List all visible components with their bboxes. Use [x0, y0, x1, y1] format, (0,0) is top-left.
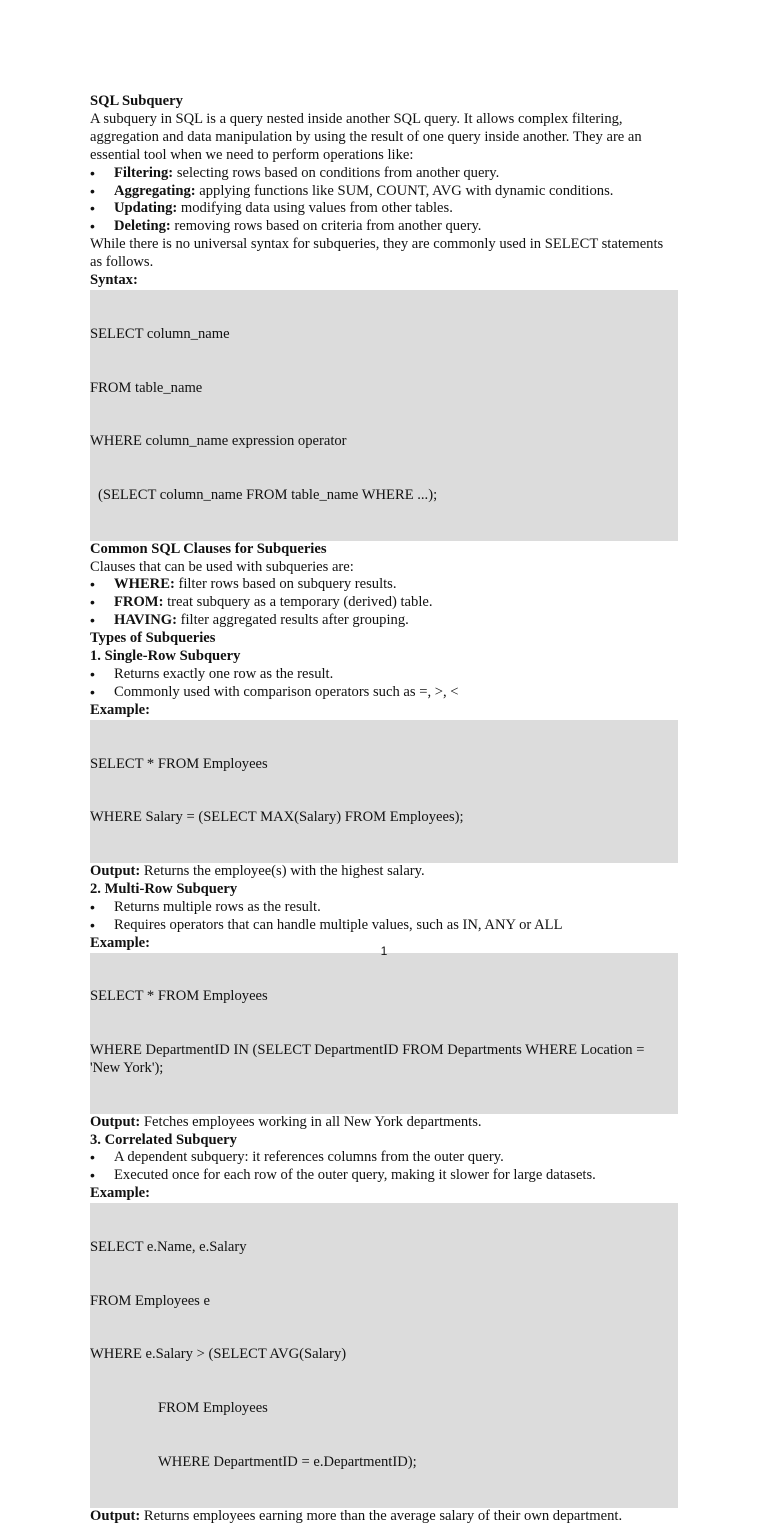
- list-item-term: Aggregating:: [114, 182, 196, 199]
- multi-row-output: [90, 1114, 678, 1132]
- output-text: Fetches employees working in all New York departments.: [140, 1113, 482, 1130]
- list-item-term: Filtering:: [114, 164, 174, 181]
- list-item-text: filter rows based on subquery results.: [174, 576, 397, 593]
- intro-paragraph: A subquery in SQL is a query nested inside another SQL query. It allows complex filtering, aggregation and data manipulation by using the result of one query inside another. They are an essential tool when we need to perform operations like:: [90, 110, 642, 163]
- list-item-term: Updating:: [114, 200, 178, 217]
- multi-row-heading: 2. Multi-Row Subquery: [90, 880, 238, 897]
- list-item: [90, 612, 678, 630]
- output-text: Returns employees earning more than the average salary of their own department.: [140, 1507, 623, 1524]
- code-line: WHERE DepartmentID = e.DepartmentID);: [158, 1453, 417, 1470]
- syntax-code-block: [90, 290, 678, 541]
- list-item: [90, 165, 678, 183]
- code-line: SELECT * FROM Employees: [90, 988, 268, 1005]
- code-line: SELECT column_name: [90, 325, 230, 342]
- output-label: Output:: [90, 1507, 141, 1524]
- list-item: • Returns multiple rows as the result.: [90, 899, 678, 917]
- output-label: Output:: [90, 1113, 141, 1130]
- code-line: WHERE DepartmentID IN (SELECT DepartmentID FROM Departments WHERE Location = 'New York');: [90, 1042, 649, 1076]
- clauses-heading: Common SQL Clauses for Subqueries: [90, 540, 327, 557]
- list-item: • Requires operators that can handle multiple values, such as IN, ANY or ALL: [90, 917, 678, 935]
- correlated-code-block: [90, 1203, 678, 1507]
- page-number: 1: [380, 944, 388, 958]
- syntax-label: Syntax:: [90, 272, 138, 289]
- list-item: [90, 576, 678, 594]
- list-item: • Returns exactly one row as the result.: [90, 666, 678, 684]
- list-item-text: applying functions like SUM, COUNT, AVG with dynamic conditions.: [195, 182, 614, 199]
- single-row-output: [90, 863, 678, 881]
- operations-list: [90, 165, 678, 237]
- document-title: SQL Subquery: [90, 93, 183, 109]
- code-line: SELECT * FROM Employees: [90, 755, 268, 772]
- list-item-term: HAVING:: [114, 612, 177, 629]
- list-item-term: FROM:: [114, 594, 164, 611]
- correlated-heading: 3. Correlated Subquery: [90, 1131, 237, 1148]
- list-item-text: removing rows based on criteria from another query.: [170, 218, 482, 235]
- single-row-heading: 1. Single-Row Subquery: [90, 648, 241, 665]
- list-item-text: selecting rows based on conditions from another query.: [173, 164, 500, 181]
- clauses-list: [90, 576, 678, 630]
- code-line: WHERE column_name expression operator: [90, 433, 347, 450]
- code-line: FROM Employees e: [90, 1292, 210, 1309]
- example-label: Example:: [90, 934, 150, 951]
- list-item: [90, 594, 678, 612]
- types-heading: Types of Subqueries: [90, 630, 216, 647]
- list-item-text: modifying data using values from other tables.: [177, 200, 453, 217]
- single-row-code-block: [90, 720, 678, 863]
- example-label: Example:: [90, 1185, 150, 1202]
- output-text: Returns the employee(s) with the highest salary.: [140, 862, 425, 879]
- single-row-list: [90, 666, 678, 702]
- code-line: WHERE Salary = (SELECT MAX(Salary) FROM Employees);: [90, 809, 464, 826]
- multi-row-code-block: [90, 953, 678, 1114]
- code-line: SELECT e.Name, e.Salary: [90, 1239, 247, 1255]
- output-label: Output:: [90, 862, 141, 879]
- correlated-list: [90, 1149, 678, 1185]
- list-item-term: Deleting:: [114, 218, 171, 235]
- list-item-term: WHERE:: [114, 576, 175, 593]
- correlated-output: [90, 1508, 678, 1526]
- list-item-text: treat subquery as a temporary (derived) table.: [163, 594, 433, 611]
- code-line: FROM table_name: [90, 379, 203, 396]
- list-item: • Commonly used with comparison operators such as =, >, <: [90, 684, 678, 702]
- example-label: Example:: [90, 701, 150, 718]
- code-line: (SELECT column_name FROM table_name WHERE ...);: [98, 486, 438, 503]
- list-item: [90, 218, 678, 236]
- code-line: WHERE e.Salary > (SELECT AVG(Salary): [90, 1346, 347, 1363]
- clauses-intro: Clauses that can be used with subqueries are:: [90, 558, 354, 575]
- list-item: • Executed once for each row of the outer query, making it slower for large datasets.: [90, 1167, 678, 1185]
- document-page: [90, 93, 678, 1526]
- syntax-intro: While there is no universal syntax for subqueries, they are commonly used in SELECT statements as follows.: [90, 236, 664, 271]
- list-item: [90, 200, 678, 218]
- code-line: FROM Employees: [158, 1400, 268, 1417]
- list-item: [90, 183, 678, 201]
- list-item: • A dependent subquery: it references columns from the outer query.: [90, 1149, 678, 1167]
- list-item-text: filter aggregated results after grouping.: [176, 612, 409, 629]
- multi-row-list: [90, 899, 678, 935]
